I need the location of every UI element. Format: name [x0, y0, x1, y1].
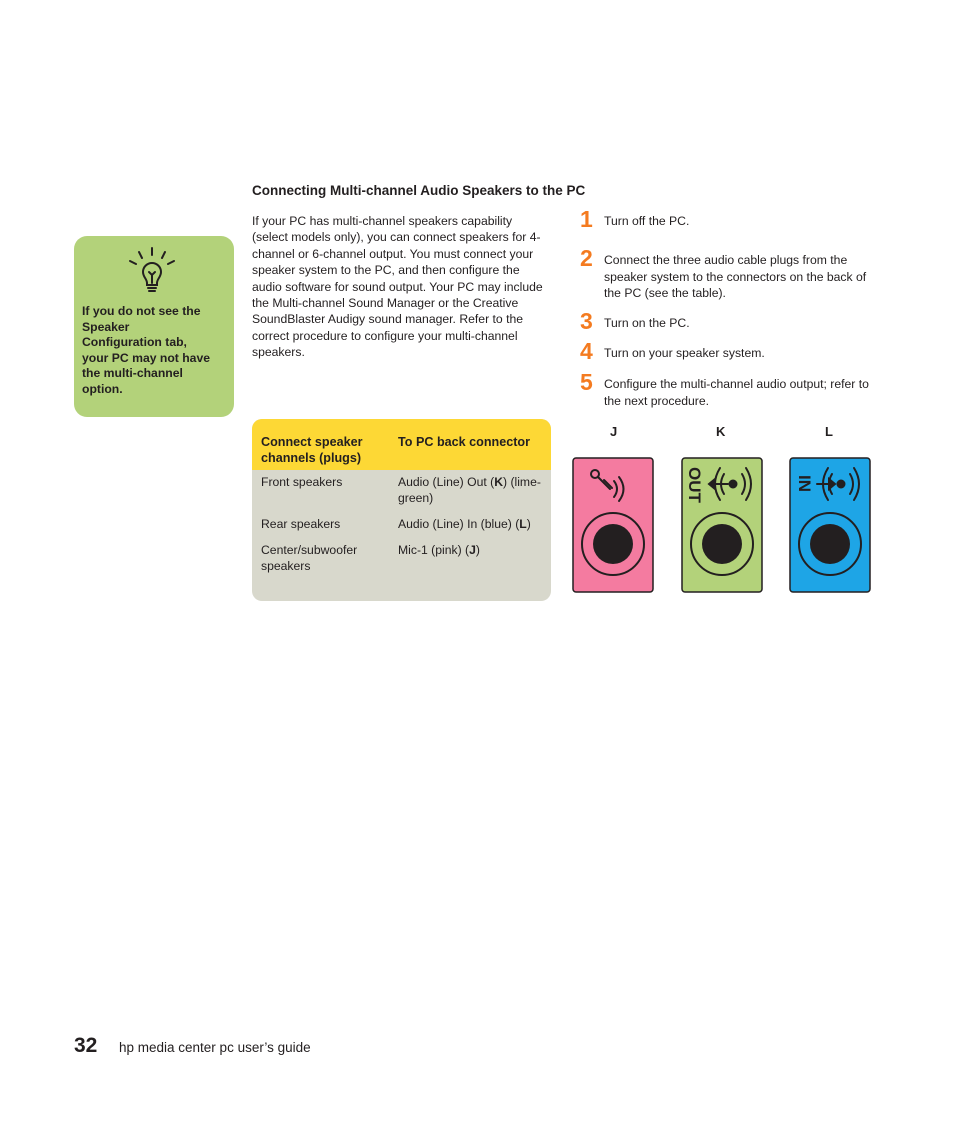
mic-jack	[572, 457, 654, 593]
step-text: Turn on your speaker system.	[604, 346, 765, 360]
out-text: OUT	[685, 467, 704, 503]
page-number: 32	[74, 1034, 98, 1057]
table-header	[252, 419, 551, 470]
table-header-plugs: Connect speaker channels (plugs)	[261, 435, 363, 465]
intro-paragraph: If your PC has multi-channel speakers capability (select models only), you can connect speakers for 4-channel or 6-channel output. You must connect your speaker system to the PC, and then configure the audio software for sound output. Your PC may include the Multi-channel Sound Manager or the Creative SoundBlaster Audigy sound manager. Refer to the correct procedure to configure your multi-channel speakers.	[252, 214, 543, 360]
jack-label-j: J	[610, 424, 618, 439]
jack-label-l: L	[825, 424, 833, 439]
table-cell-connector: Audio (Line) In (blue) (L)	[398, 517, 531, 531]
footer-title: hp media center pc user’s guide	[119, 1040, 311, 1055]
step-number: 2	[580, 245, 593, 271]
audio-out-jack	[681, 457, 763, 593]
step-text: Turn off the PC.	[604, 214, 690, 228]
step-number: 5	[580, 369, 593, 395]
section-heading: Connecting Multi-channel Audio Speakers to the PC	[252, 183, 586, 198]
jack-label-k: K	[716, 424, 726, 439]
table-header-connector: To PC back connector	[398, 435, 531, 449]
lightbulb-icon	[127, 246, 177, 296]
tip-box	[74, 236, 234, 417]
tip-text: If you do not see the Speaker Configuration tab, your PC may not have the multi-channel option.	[82, 304, 211, 396]
step-number: 4	[580, 338, 593, 364]
table-cell-connector: Audio (Line) Out (K) (lime-green)	[398, 475, 541, 505]
table-cell-connector: Mic-1 (pink) (J)	[398, 543, 480, 557]
step-number: 3	[580, 308, 593, 334]
table-cell-plugs: Center/subwoofer speakers	[261, 543, 358, 573]
step-number: 1	[580, 206, 593, 232]
connector-table	[252, 419, 551, 601]
table-cell-plugs: Front speakers	[261, 475, 343, 489]
table-cell-plugs: Rear speakers	[261, 517, 341, 531]
step-text: Connect the three audio cable plugs from the speaker system to the connectors on the back of the PC (see the table).	[604, 253, 867, 300]
step-text: Configure the multi-channel audio output; refer to the next procedure.	[604, 377, 869, 408]
audio-in-jack	[789, 457, 871, 593]
in-text: IN	[795, 475, 814, 492]
step-text: Turn on the PC.	[604, 316, 690, 330]
